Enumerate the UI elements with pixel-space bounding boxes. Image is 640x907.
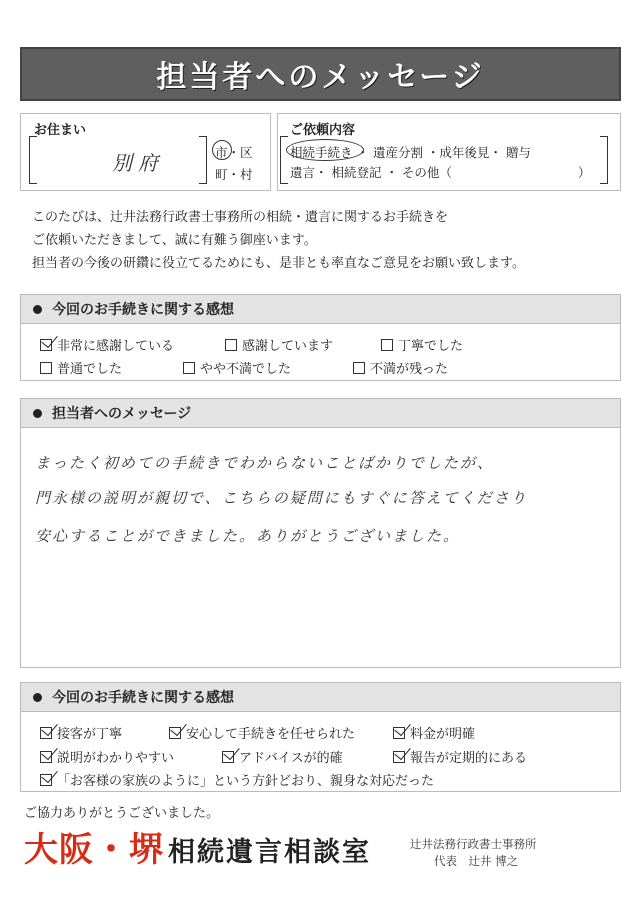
bullet-icon [33, 693, 42, 702]
page-title: 担当者へのメッセージ [156, 60, 485, 95]
address-unit-line1: 市・区 [215, 145, 253, 160]
s3-option-2[interactable] [169, 723, 355, 742]
message-line-2: 門永様の説明が親切で、こちらの疑問にもすぐに答えてくださり [35, 489, 528, 507]
intro-line-1: このたびは、辻井法務行政書士事務所の相続・遺言に関するお手続きを [32, 210, 449, 225]
request-label: ご依頼内容 [290, 123, 356, 138]
request-line2: 遺言・ 相続登記 ・ その他（ [290, 165, 452, 180]
checkbox-checked-icon[interactable] [40, 339, 52, 351]
bullet-icon [33, 409, 42, 418]
s3-option-4[interactable] [40, 747, 174, 766]
address-unit-line2: 町・村 [215, 167, 253, 182]
s3-option-7-label: 「お客様の家族のように」という方針どおり、親身な対応だった [57, 774, 435, 789]
s1-option-6-label: 不満が残った [370, 362, 449, 377]
s3-option-6-label: 報告が定期的にある [410, 751, 528, 766]
address-bracket-left [29, 136, 37, 184]
logo-office-name: 相続遺言相談室 [168, 837, 371, 868]
s1-option-2-label: 感謝しています [242, 339, 334, 354]
intro-line-2: ご依頼いただきまして、誠に有難う御座います。 [32, 233, 317, 248]
s1-option-2[interactable] [225, 335, 333, 354]
section1-header [20, 294, 621, 324]
s1-option-1[interactable] [40, 335, 174, 354]
checkbox-icon[interactable] [40, 362, 52, 374]
address-value: 別府 [112, 151, 164, 175]
checkbox-checked-icon[interactable] [169, 727, 181, 739]
s3-option-3-label: 料金が明確 [410, 727, 476, 742]
s1-option-3[interactable] [381, 335, 463, 354]
request-bracket-right [600, 136, 608, 184]
message-line-3: 安心することができました。ありがとうございました。 [35, 527, 461, 545]
page-title-bar [20, 47, 621, 101]
section2-title: 担当者へのメッセージ [52, 406, 192, 422]
firm-name: 辻井法務行政書士事務所 [410, 837, 537, 851]
address-label: お住まい [34, 123, 87, 138]
s3-option-7[interactable] [40, 770, 434, 789]
s1-option-1-label: 非常に感謝している [57, 339, 175, 354]
address-bracket-right [199, 136, 207, 184]
request-line2-end: ） [578, 165, 591, 180]
s3-option-5[interactable] [222, 747, 343, 766]
request-bracket-left [280, 136, 288, 184]
checkbox-checked-icon[interactable] [40, 751, 52, 763]
checkbox-icon[interactable] [225, 339, 237, 351]
s1-option-4-label: 普通でした [57, 362, 123, 377]
s3-option-2-label: 安心して手続きを任せられた [186, 727, 356, 742]
s1-option-4[interactable] [40, 358, 122, 377]
s1-option-3-label: 丁寧でした [398, 339, 464, 354]
checkbox-checked-icon[interactable] [40, 727, 52, 739]
section2-header [20, 398, 621, 428]
logo-osaka-sakai: 大阪・堺 [24, 830, 164, 870]
checkbox-checked-icon[interactable] [40, 774, 52, 786]
checkbox-icon[interactable] [353, 362, 365, 374]
checkbox-checked-icon[interactable] [393, 751, 405, 763]
s3-option-1-label: 接客が丁寧 [57, 727, 123, 742]
s3-option-5-label: アドバイスが的確 [239, 751, 343, 766]
section1-title: 今回のお手続きに関する感想 [52, 302, 234, 318]
intro-line-3: 担当者の今後の研鑽に役立てるためにも、是非とも率直なご意見をお願い致します。 [32, 256, 525, 271]
s3-option-3[interactable] [393, 723, 475, 742]
s3-option-6[interactable] [393, 747, 527, 766]
s1-option-5[interactable] [183, 358, 291, 377]
message-line-1: まったく初めての手続きでわからないことばかりでしたが、 [35, 454, 495, 472]
representative-name: 代表 辻井 博之 [434, 854, 519, 868]
thanks-text: ご協力ありがとうございました。 [24, 806, 220, 821]
s1-option-6[interactable] [353, 358, 448, 377]
s3-option-1[interactable] [40, 723, 122, 742]
section3-title: 今回のお手続きに関する感想 [52, 690, 234, 706]
bullet-icon [33, 305, 42, 314]
checkbox-checked-icon[interactable] [222, 751, 234, 763]
checkbox-checked-icon[interactable] [393, 727, 405, 739]
checkbox-icon[interactable] [381, 339, 393, 351]
s3-option-4-label: 説明がわかりやすい [57, 751, 175, 766]
request-line1: 相続手続き ・ 遺産分割 ・成年後見・ 贈与 [290, 145, 531, 160]
checkbox-icon[interactable] [183, 362, 195, 374]
section3-header [20, 682, 621, 712]
s1-option-5-label: やや不満でした [200, 362, 292, 377]
